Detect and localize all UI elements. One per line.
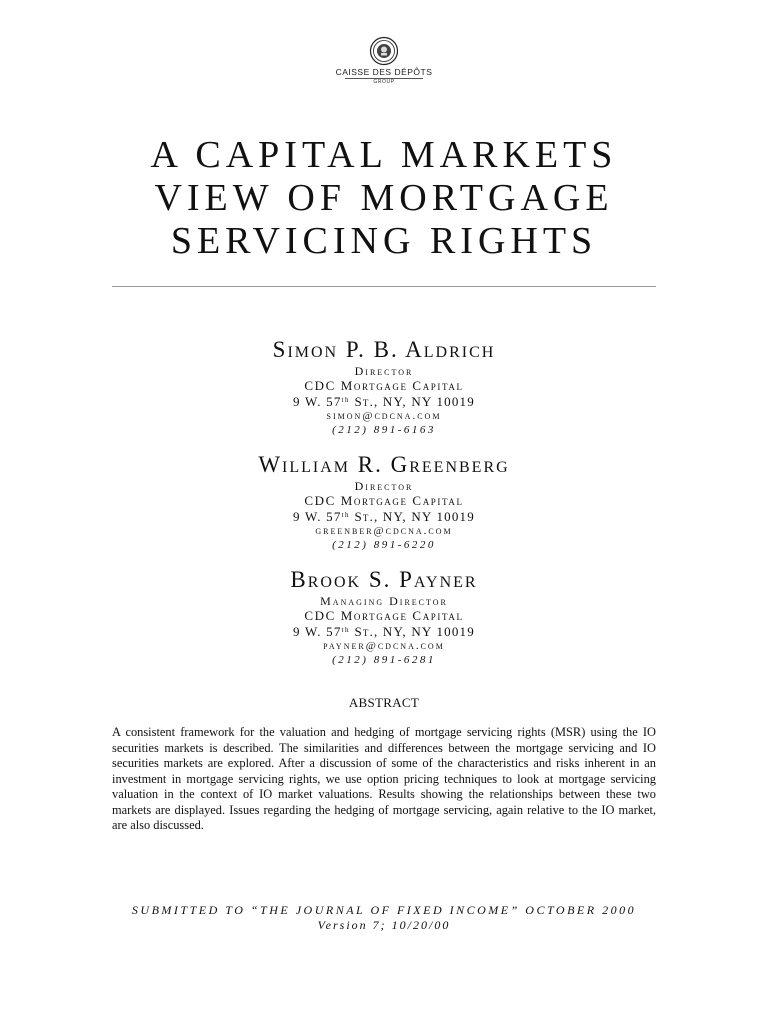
abstract-heading: ABSTRACT	[348, 695, 420, 710]
paper-title	[0, 134, 768, 263]
seal-emblem-icon	[369, 36, 399, 66]
author-phone: (212) 891-6220	[332, 539, 436, 551]
author-address: 9 W. 57th St., NY, NY 10019	[293, 509, 475, 524]
author-org: CDC Mortgage Capital	[304, 378, 464, 393]
author-phone: (212) 891-6281	[332, 654, 436, 666]
author-role: Director	[354, 364, 414, 378]
title-line-3: SERVICING RIGHTS	[170, 220, 598, 262]
author-org: CDC Mortgage Capital	[304, 608, 464, 623]
logo-group: GROUP	[373, 79, 395, 85]
author-org: CDC Mortgage Capital	[304, 493, 464, 508]
author-role: Managing Director	[320, 594, 448, 608]
version-line: Version 7; 10/20/00	[317, 918, 451, 932]
title-line-1: A CAPITAL MARKETS	[150, 134, 618, 176]
abstract-text: A consistent framework for the valuation and hedging of mortgage servicing rights (MSR) using the IO securities markets is described. The similarities and differences between the mortgage servicing and IO securities markets are explored. After a discussion of some of the characteristics and risks inherent in an investment in mortgage servicing rights, we use option pricing techniques to look at mortgage servicing valuation in the context of IO market valuations. Results showing the relationships between these two markets are displayed. Issues regarding the hedging of mortgage servicing, again relative to the IO market, are also discussed.	[112, 725, 656, 832]
author-address: 9 W. 57th St., NY, NY 10019	[293, 394, 475, 409]
author-email: simon@cdcna.com	[326, 410, 442, 422]
author-phone: (212) 891-6163	[332, 424, 436, 436]
author-block-greenberg	[0, 451, 768, 552]
author-email: payner@cdcna.com	[323, 640, 445, 652]
author-name: Simon P. B. Aldrich	[272, 337, 496, 362]
submission-line: SUBMITTED TO “THE JOURNAL OF FIXED INCOME” OCTOBER 2000	[131, 903, 637, 917]
logo-name: CAISSE DES DÉPÔTS	[335, 67, 433, 77]
author-name: Brook S. Payner	[290, 567, 478, 592]
author-name: William R. Greenberg	[258, 452, 510, 477]
author-address: 9 W. 57th St., NY, NY 10019	[293, 624, 475, 639]
author-role: Director	[354, 479, 414, 493]
title-divider	[112, 286, 656, 287]
author-email: greenber@cdcna.com	[315, 525, 453, 537]
author-block-aldrich	[0, 336, 768, 437]
submission-note	[0, 903, 768, 933]
title-line-2: VIEW OF MORTGAGE	[154, 177, 614, 219]
author-block-payner	[0, 566, 768, 667]
publisher-logo	[0, 36, 768, 85]
